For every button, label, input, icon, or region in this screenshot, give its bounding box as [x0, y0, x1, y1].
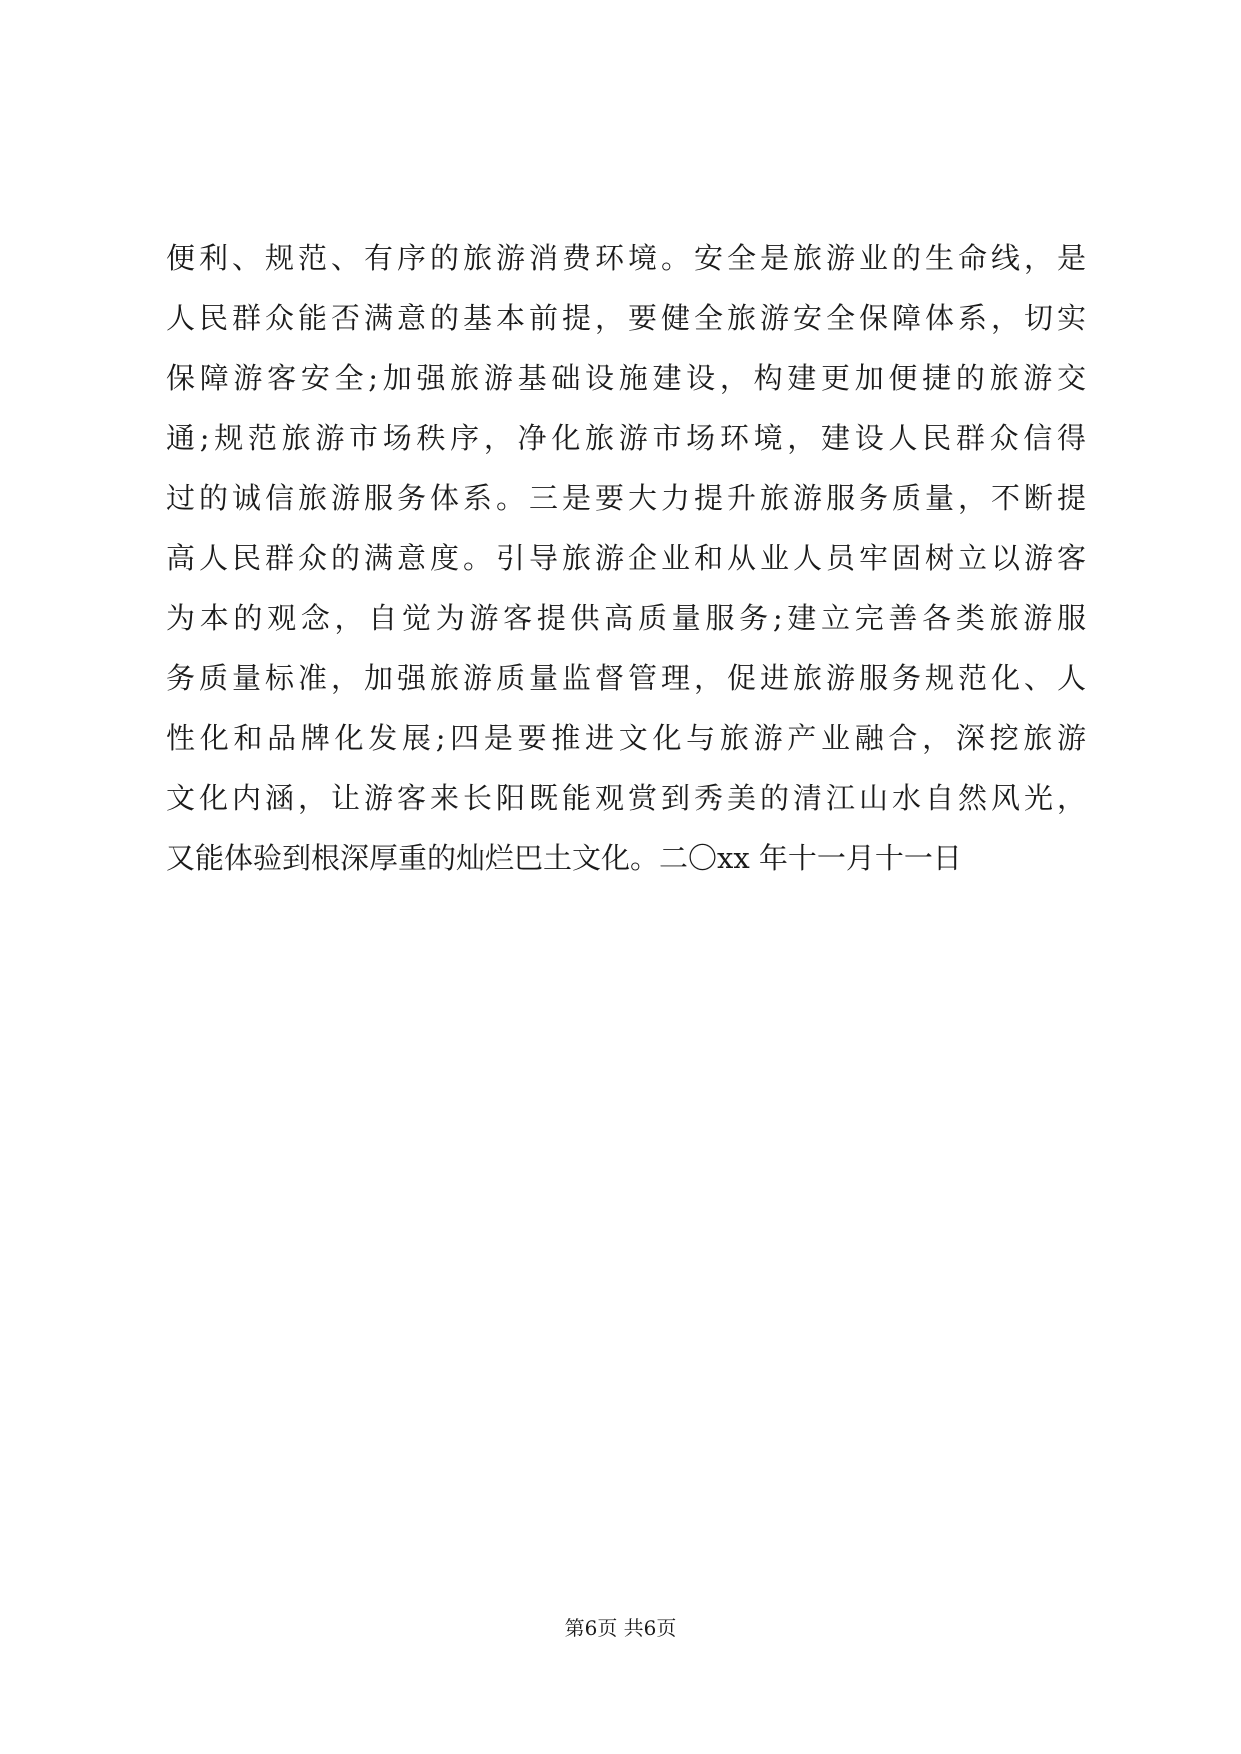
body-text-line: 性化和品牌化发展;四是要推进文化与旅游产业融合，深挖旅游	[166, 721, 1086, 755]
body-text-line: 又能体验到根深厚重的灿烂巴土文化。二〇xx 年十一月十一日	[166, 841, 962, 875]
body-text-line: 人民群众能否满意的基本前提，要健全旅游安全保障体系，切实	[166, 301, 1086, 335]
body-text-line: 高人民群众的满意度。引导旅游企业和从业人员牢固树立以游客	[166, 541, 1086, 575]
body-text-line: 通;规范旅游市场秩序，净化旅游市场环境，建设人民群众信得	[166, 421, 1086, 455]
body-text-line: 过的诚信旅游服务体系。三是要大力提升旅游服务质量，不断提	[166, 481, 1086, 515]
page-number-footer: 第6页 共6页	[564, 1616, 677, 1640]
body-text-line: 文化内涵，让游客来长阳既能观赏到秀美的清江山水自然风光，	[166, 781, 1086, 815]
body-text-line: 保障游客安全;加强旅游基础设施建设，构建更加便捷的旅游交	[166, 361, 1086, 395]
body-text-line: 务质量标准，加强旅游质量监督管理，促进旅游服务规范化、人	[166, 661, 1086, 695]
body-text-line: 便利、规范、有序的旅游消费环境。安全是旅游业的生命线，是	[166, 241, 1086, 275]
body-text	[166, 228, 1086, 888]
body-text-line: 为本的观念，自觉为游客提供高质量服务;建立完善各类旅游服	[166, 601, 1086, 635]
